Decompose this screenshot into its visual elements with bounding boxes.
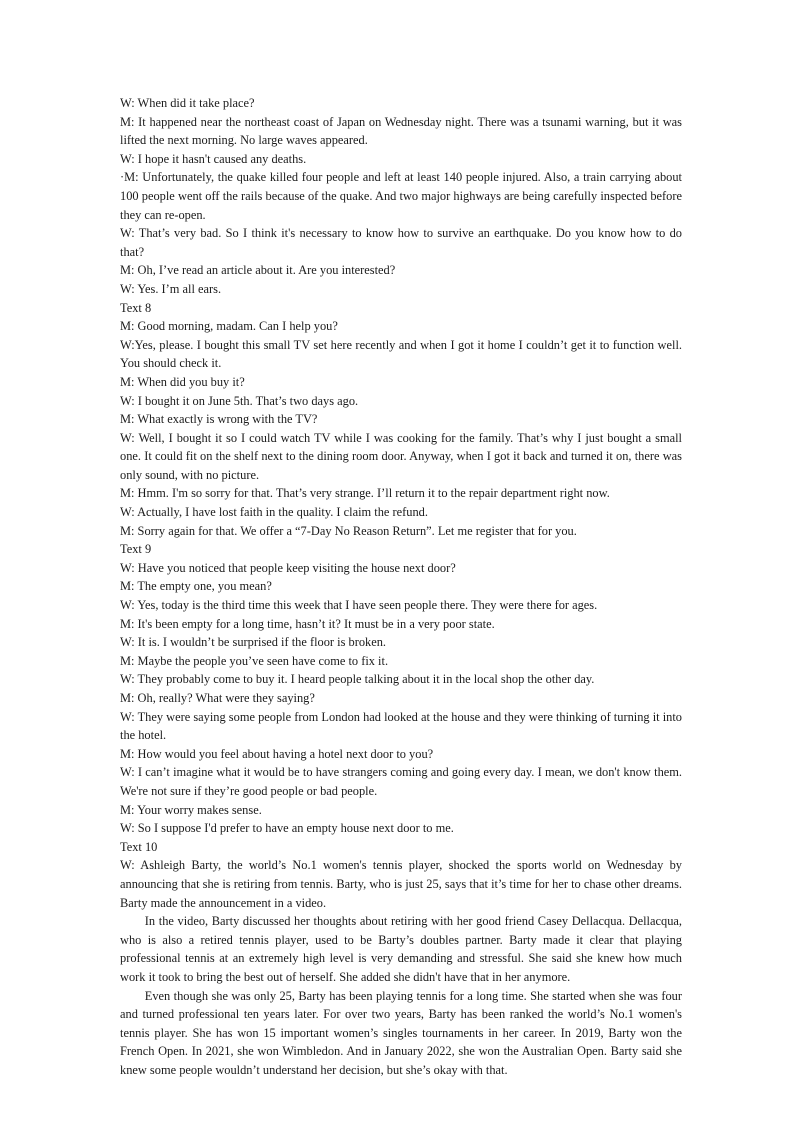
dialogue-line: M: Your worry makes sense. xyxy=(120,802,262,817)
dialogue-line: M: How would you feel about having a hotel next door to you? xyxy=(120,746,434,761)
body-paragraph: Even though she was only 25, Barty has been playing tennis for a long time. She started when she was four and turned professional ten years later. For over two years, Barty has been ranked the world’s No.1 women's tennis player. She has won 15 important women’s singles tournaments in her career. In 2019, Barty won the French Open. In 2021, she won Wimbledon. And in January 2022, she won the Australian Open. Barty said she knew some people wouldn’t understand her decision, but she’s okay with that. xyxy=(120,988,682,1077)
dialogue-line: M: Oh, I’ve read an article about it. Are you interested? xyxy=(120,263,396,278)
dialogue-line: W:Yes, please. I bought this small TV set here recently and when I got it home I couldn’t get it to function well. You should check it. xyxy=(120,337,682,371)
dialogue-line: W: It is. I wouldn’t be surprised if the floor is broken. xyxy=(120,635,387,650)
dialogue-line: M: Maybe the people you’ve seen have come to fix it. xyxy=(120,653,389,668)
dialogue-line: ·M: Unfortunately, the quake killed four people and left at least 140 people injured. Also, a train carrying about 100 people went off the rails because of the quake. And two major highways are being carefully inspected before they can re-open. xyxy=(120,170,682,222)
dialogue-line: M: Hmm. I'm so sorry for that. That’s very strange. I’ll return it to the repair department right now. xyxy=(120,486,610,501)
dialogue-line: W: Yes, today is the third time this week that I have seen people there. They were there for ages. xyxy=(120,598,598,613)
dialogue-line: W: Well, I bought it so I could watch TV while I was cooking for the family. That’s why I just bought a small one. It could fit on the shelf next to the dining room door. Anyway, when I got it back and turned it on, there was only sound, with no picture. xyxy=(120,430,682,482)
dialogue-line: M: The empty one, you mean? xyxy=(120,579,272,594)
dialogue-line: W: I hope it hasn't caused any deaths. xyxy=(120,151,307,166)
dialogue-line: W: I bought it on June 5th. That’s two days ago. xyxy=(120,393,359,408)
section-heading: Text 9 xyxy=(120,542,152,557)
section-heading: Text 10 xyxy=(120,839,158,854)
dialogue-line: W: They were saying some people from London had looked at the house and they were thinking of turning it into the hotel. xyxy=(120,709,682,743)
dialogue-line: W: Have you noticed that people keep visiting the house next door? xyxy=(120,560,456,575)
dialogue-line: M: When did you buy it? xyxy=(120,374,245,389)
dialogue-line: W: So I suppose I'd prefer to have an empty house next door to me. xyxy=(120,821,454,836)
dialogue-line: M: What exactly is wrong with the TV? xyxy=(120,412,318,427)
dialogue-line: W: Ashleigh Barty, the world’s No.1 women's tennis player, shocked the sports world on Wednesday by announcing that she is retiring from tennis. Barty, who is just 25, says that it’s time for her to chase other dreams. Barty made the announcement in a video. xyxy=(120,858,682,910)
dialogue-line: W: Yes. I’m all ears. xyxy=(120,281,222,296)
dialogue-line: M: It's been empty for a long time, hasn’t it? It must be in a very poor state. xyxy=(120,616,495,631)
dialogue-line: M: Sorry again for that. We offer a “7-Day No Reason Return”. Let me register that for you. xyxy=(120,523,577,538)
dialogue-line: W: Actually, I have lost faith in the quality. I claim the refund. xyxy=(120,505,428,520)
document-page xyxy=(120,94,682,1079)
dialogue-line: W: They probably come to buy it. I heard people talking about it in the local shop the other day. xyxy=(120,672,595,687)
dialogue-line: M: It happened near the northeast coast of Japan on Wednesday night. There was a tsunami warning, but it was lifted the next morning. No large waves appeared. xyxy=(120,114,682,148)
body-paragraph: In the video, Barty discussed her thoughts about retiring with her good friend Casey Dellacqua. Dellacqua, who is also a retired tennis player, used to be Barty’s doubles partner. Barty made it clear that playing professional tennis at an extremely high level is very demanding and stressful. She said she knew how much work it took to bring the best out of herself. She added she didn't have that in her anymore. xyxy=(120,914,682,984)
dialogue-line: W: I can’t imagine what it would be to have strangers coming and going every day. I mean, we don't know them. We're not sure if they’re good people or bad people. xyxy=(120,765,682,798)
dialogue-line: M: Good morning, madam. Can I help you? xyxy=(120,319,338,334)
dialogue-line: W: That’s very bad. So I think it's necessary to know how to survive an earthquake. Do you know how to do that? xyxy=(120,226,682,259)
section-heading: Text 8 xyxy=(120,300,152,315)
dialogue-line: W: When did it take place? xyxy=(120,96,255,110)
dialogue-line: M: Oh, really? What were they saying? xyxy=(120,691,315,705)
